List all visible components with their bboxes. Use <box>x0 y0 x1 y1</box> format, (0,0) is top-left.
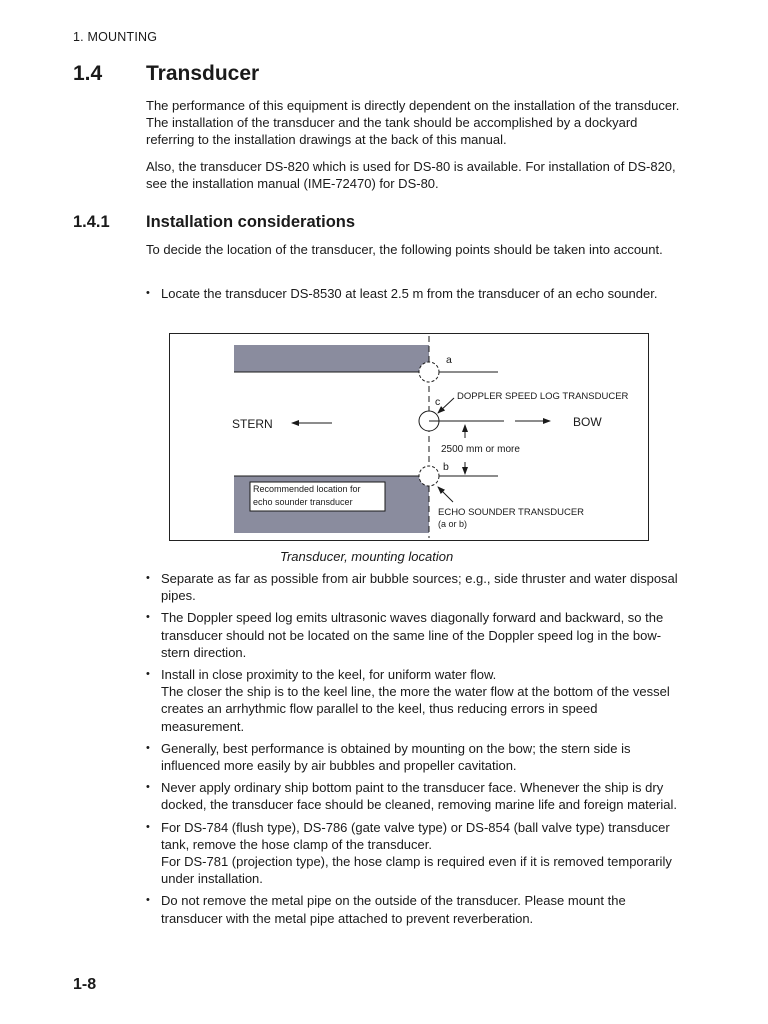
subsection-intro: To decide the location of the transducer, the following points should be taken into account. <box>146 242 663 257</box>
section-title: Transducer <box>146 62 260 85</box>
subsection-title: Installation considerations <box>146 213 356 231</box>
bullet-text: • For DS-784 (flush type), DS-786 (gate valve type) or DS-854 (ball valve type) transducer tank, remove the hose clamp of the transducer. <box>161 819 670 852</box>
label-a: a <box>446 354 452 366</box>
echo-leader <box>438 487 453 502</box>
label-bow: BOW <box>573 415 602 429</box>
section-paragraph-2: Also, the transducer DS-820 which is used for DS-80 is available. For installation of DS-820, see the installation manual (IME-72470) for DS-80. <box>146 159 676 192</box>
bullet-text: • The Doppler speed log emits ultrasonic waves diagonally forward and backward, so the transducer should not be located on the same line of the Doppler speed log in the bow-stern direction. <box>161 610 664 660</box>
bullet-text: • Separate as far as possible from air bubble sources; e.g., side thruster and water disposal pipes. <box>161 571 678 604</box>
subsection-heading <box>73 213 693 232</box>
label-recommended-1: Recommended location for <box>253 484 361 494</box>
label-b: b <box>443 461 449 473</box>
bullet-text: Locate the transducer DS-8530 at least 2.5 m from the transducer of an echo sounder. <box>161 286 658 301</box>
bullet-text: • Do not remove the metal pipe on the outside of the transducer. Please mount the transducer with the metal pipe attached to prevent reverberation. <box>161 893 626 926</box>
label-stern: STERN <box>232 417 273 431</box>
label-distance: 2500 mm or more <box>441 444 520 455</box>
section-heading <box>73 62 693 86</box>
list-item <box>146 892 680 926</box>
list-item <box>146 609 680 661</box>
list-item <box>146 666 680 735</box>
label-echo-1: ECHO SOUNDER TRANSDUCER <box>438 507 585 518</box>
section-number: 1.4 <box>73 62 103 85</box>
bullet-text: The closer the ship is to the keel line, the more the water flow at the bottom of the vessel creates an arrhythmic flow parallel to the keel, thus reducing errors in speed measurement. <box>161 684 670 734</box>
considerations-list <box>146 570 680 932</box>
bullet-text: • Never apply ordinary ship bottom paint to the transducer face. Whenever the ship is dry docked, the transducer face should be cleaned, removing marine life and foreign material. <box>161 780 677 813</box>
list-item <box>146 570 680 604</box>
bullet-text: • Generally, best performance is obtained by mounting on the bow; the stern side is influenced more easily by air bubbles and propeller cavitation. <box>161 740 631 774</box>
page-number: 1-8 <box>73 976 97 993</box>
label-recommended-2: echo sounder transducer <box>253 497 353 507</box>
section-paragraph-1: The performance of this equipment is directly dependent on the installation of the transducer. The installation of the transducer and the tank should be accomplished by a dockyard referring to the installation drawings at the back of this manual. <box>146 98 680 148</box>
mounting-diagram <box>170 334 650 542</box>
label-c: c <box>435 396 441 408</box>
label-echo-2: (a or b) <box>438 519 468 529</box>
doppler-leader <box>438 398 454 413</box>
list-item <box>146 819 680 888</box>
transducer-position-a <box>419 362 439 382</box>
figure-caption: Transducer, mounting location <box>280 549 454 564</box>
list-item <box>146 779 680 813</box>
bullet-text: • Install in close proximity to the keel, for uniform water flow. <box>161 667 497 683</box>
mounting-location-figure <box>169 333 649 541</box>
first-bullet-list <box>146 285 680 307</box>
transducer-position-b <box>419 466 439 486</box>
subsection-number: 1.4.1 <box>73 213 110 231</box>
list-item <box>146 285 680 302</box>
list-item <box>146 740 680 774</box>
upper-hull-block <box>234 345 429 372</box>
running-header: 1. MOUNTING <box>73 30 158 44</box>
label-doppler: DOPPLER SPEED LOG TRANSDUCER <box>457 391 629 402</box>
bullet-text: For DS-781 (projection type), the hose clamp is required even if it is removed temporarily under installation. <box>161 854 672 887</box>
